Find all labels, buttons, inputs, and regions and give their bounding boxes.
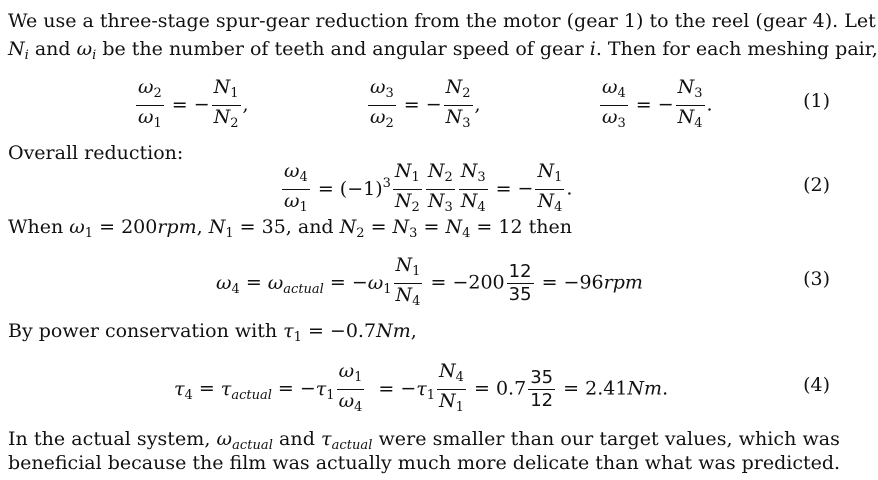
conclusion-line1: In the actual system, $\omega_{actual}$ and $\tau_{actual}$ were smaller than our target values, which was — [8, 428, 840, 453]
equation-number-2: (2) — [803, 174, 830, 196]
paragraph-intro-line2: $N_i$ and $\omega_i$ be the number of teeth and angular speed of gear i. Then for each meshing pair, — [8, 38, 878, 63]
equation-number-1: (1) — [803, 90, 830, 112]
equation-2: $\frac{\omega_4}{\omega_1}$ = $(-1)^3$ $\frac{N_1}{N_2}$ $\frac{N_2}{N_3}$ $\frac{N_3}{N_4}$ = − $\frac{N_1}{N_4}$ . — [284, 160, 573, 215]
equation-number-3: (3) — [803, 268, 830, 290]
equation-4: $\tau_4 = \tau_{actual} = -\tau_1$ $\frac{\omega_1}{\omega_4}$ = $-\tau_1$ $\frac{N_4}{N_1}$ = 0.7 $\frac{35}{12}$ = 2.41Nm. — [174, 360, 669, 415]
conclusion-line2: beneficial because the film was actually much more delicate than what was predicted. — [8, 452, 841, 474]
equation-number-4: (4) — [803, 374, 830, 396]
equation-3: $\omega_4 = \omega_{actual} = -\omega_1$ $\frac{N_1}{N_4}$ = −200 $\frac{12}{35}$ = −96rpm — [216, 254, 643, 309]
equation-1-part-c: $\frac{\omega_4}{\omega_3}$ = − $\frac{N_3}{N_4}$ . — [602, 76, 713, 131]
equation-1-part-b: $\frac{\omega_3}{\omega_2}$ = − $\frac{N_2}{N_3}$ , — [370, 76, 481, 131]
paragraph-intro-line1: We use a three-stage spur-gear reduction from the motor (gear 1) to the reel (gear 4). Let — [8, 10, 876, 32]
power-conservation-line: By power conservation with $\tau_1 = -0.7Nm$, — [8, 320, 417, 345]
given-values-line: When $\omega_1 = 200rpm$, $N_1 = 35$, and $N_2 = N_3 = N_4 = 12$ then — [8, 216, 572, 241]
equation-1-part-a: $\frac{\omega_2}{\omega_1}$ = − $\frac{N_1}{N_2}$ , — [138, 76, 249, 131]
overall-reduction-label: Overall reduction: — [8, 142, 184, 164]
